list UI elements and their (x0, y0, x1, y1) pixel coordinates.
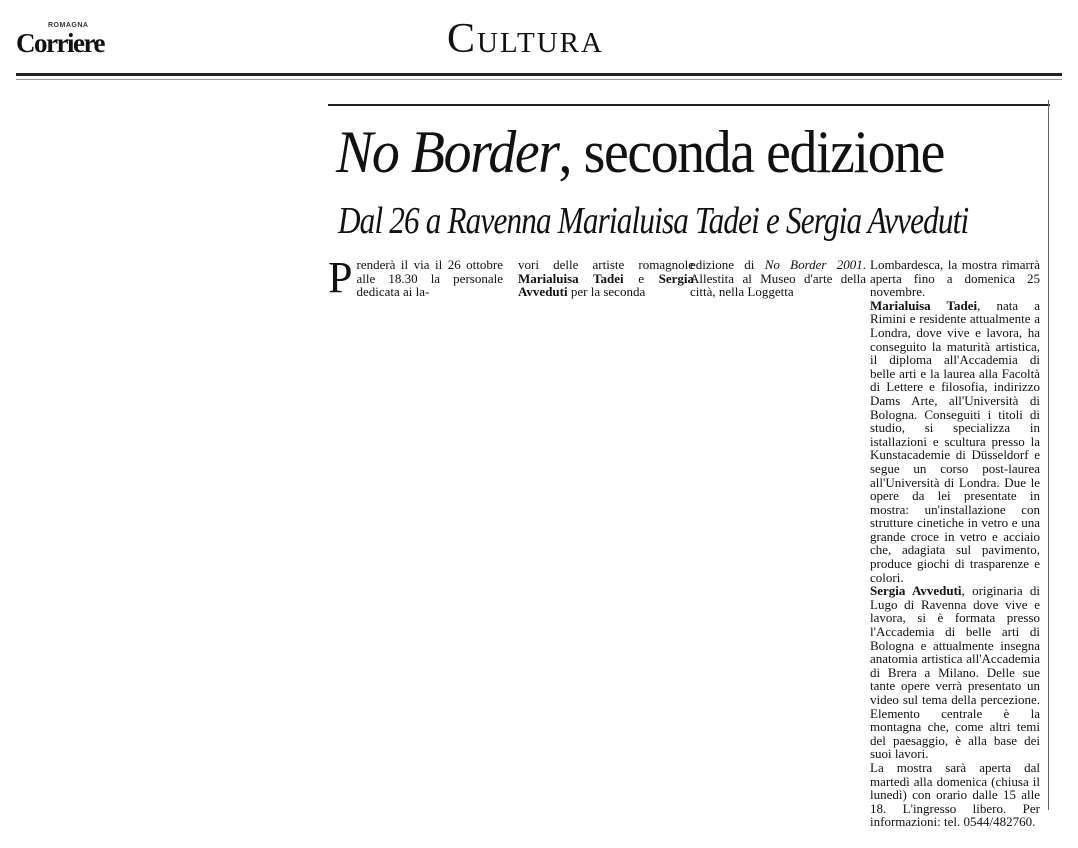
artist-name-tadei: Marialuisa Tadei (518, 270, 624, 286)
col4-paragraph-4: La mostra sarà aperta dal martedì alla domenica (chiusa il lunedì) con orario dalle 15 alle 18. L'ingresso libero. Per informazioni: tel. 0544/482760. (870, 759, 1040, 830)
artist-name-avveduti: Sergia Avveduti (518, 270, 694, 300)
col2-text-2: e (623, 270, 659, 286)
bio-name-avveduti: Sergia Avveduti (870, 583, 962, 599)
col4-paragraph-1: Lombardesca, la mostra rimarrà aperta fino a domenica 25 novembre. (870, 257, 1040, 300)
masthead-rule (16, 73, 1062, 76)
article-column-1 (328, 253, 503, 302)
masthead-rule-thin (16, 79, 1062, 80)
col3-text-1: edizione di (690, 257, 765, 272)
article-subheadline: Dal 26 a Ravenna Marialuisa Tadei e Sergia Avveduti (338, 200, 969, 242)
col4-paragraph-3 (870, 584, 1040, 761)
lead-text: renderà il via il 26 ottobre alle 18.30 la personale dedicata ai la- (356, 257, 503, 300)
bio-text-tadei: , nata a Rimini e residente attualmente a Londra, dove vive e lavora, ha conseguito la maturità artistica, il diploma all'Accademia di belle arti e la laurea alla Facoltà di Lettere e filosofia, indirizzo Dams Arte, all'Università di Bologna. Conseguiti i titoli di studio, si specializza in istallazioni e scultura presso la Kunstacademie di Düsseldorf e segue un corso post-laurea all'Università di Londra. Due le opere da lei presentate in mostra: un'installazione con strutture cinetiche in vetro e una grande croce in vetro e acciaio che, adagiata sul pavimento, produce giochi di trasparenze e colori. (870, 297, 1040, 585)
headline-title-italic: No Border (336, 119, 559, 185)
col3-text-2: . Allestita al Museo d'arte della città, nella Loggetta (690, 257, 866, 300)
newspaper-logo (16, 22, 108, 62)
drop-cap: P (328, 253, 353, 302)
bio-text-avveduti: , originaria di Lugo di Ravenna dove vive e lavora, si è formata presso l'Accademia di belle arti di Bologna e attualmente insegna anatomia artistica all'Accademia di Brera a Milano. Delle sue tante opere verrà presentato un video sul tema della percezione. Elemento centrale è la montagna che, come altri temi del paesaggio, è alla base dei suoi lavori. (870, 583, 1040, 762)
headline-title-rest: , seconda edizione (558, 119, 945, 185)
article-headline (336, 119, 987, 185)
logo-wordmark: Corriere (16, 28, 104, 58)
col2-text-3: per la seconda (567, 284, 646, 300)
article-right-rule (1048, 100, 1049, 810)
article-clipping (318, 100, 1048, 830)
logo-region-label: ROMAGNA (48, 22, 89, 29)
section-title: Cultura (447, 16, 604, 62)
col2-text-1: vori delle artiste romagnole (518, 257, 694, 272)
masthead (0, 0, 1078, 84)
col4-paragraph-2 (870, 299, 1040, 584)
article-top-rule (328, 104, 1050, 106)
article-column-3 (690, 258, 866, 299)
article-column-4 (870, 258, 1040, 829)
bio-name-tadei: Marialuisa Tadei (870, 297, 978, 313)
article-column-2 (518, 258, 694, 299)
event-name: No Border 2001 (764, 257, 863, 272)
